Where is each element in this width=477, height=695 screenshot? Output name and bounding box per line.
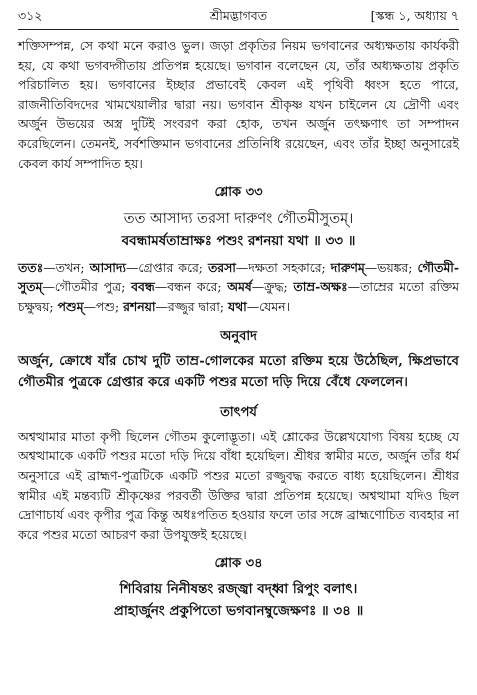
sloka-33-line-2: ববন্ধামর্ষতাম্রাক্ষঃ পশুং রশনয়া যথা ॥ ৩৩ ॥: [121, 232, 356, 249]
synonym-meaning: —পশু;: [83, 298, 124, 314]
header-divider: [18, 29, 459, 30]
section-reference: [স্কন্ধ ১, অধ্যায় ৭: [370, 8, 459, 23]
synonym-meaning: —যেমন।: [246, 298, 290, 314]
synonym-meaning: —দক্ষতা সহকারে;: [235, 259, 331, 275]
purport-text: অশ্বত্থামার মাতা কৃপী ছিলেন গৌতম কুলোদ্ভূতা। এই শ্লোকের উল্লেখযোগ্য বিষয় হচ্ছে যে অশ্বত্থামাকে একটি পশুর মতো দড়ি দিয়ে বাঁধা হয়েছিল। শ্রীধর স্বামীর মতে, অর্জুন তাঁর ধর্ম অনুসারে এই ব্রাহ্মণ-পুত্রটিকে একটি পশুর মতো রজ্জুবদ্ধ করতে বাধ্য হয়েছিলেন। শ্রীধর স্বামীর এই মন্তব্যটি শ্রীকৃষ্ণের পরবর্তী উক্তির দ্বারা প্রতিপন্ন হয়েছে। অশ্বত্থামা যদিও ছিল দ্রোণাচার্য এবং কৃপীর পুত্র কিন্তু অধঃপতিত হওয়ার ফলে তার সঙ্গে ব্রাহ্মণোচিত ব্যবহার না করে পশুর মতো আচরণ করা উপযুক্তই হয়েছে।: [18, 428, 459, 542]
synonym-word: গৌতমী-সুতম্: [18, 259, 459, 295]
page-content: [18, 36, 459, 622]
synonym-word: ততঃ: [18, 259, 44, 275]
page-number: ৩১২: [18, 8, 43, 23]
sloka-33-line-1: তত আসাদ্য তরসা দারুণং গৌতমীসুতম্‌।: [123, 210, 354, 227]
synonym-meaning: —বন্ধন করে;: [154, 279, 228, 295]
sloka-34-line-2: প্রাহার্জুনং প্রকুপিতো ভগবানম্বুজেক্ষণঃ ॥ ৩৪ ॥: [113, 602, 364, 619]
synonym-meaning: —তাম্রের মতো রক্তিম চক্ষুদ্বয়;: [18, 279, 460, 314]
sloka-34-line-1: শিবিরায় নিনীষন্তং রজ্জ্বা বদ্ধ্বা রিপুং বলাৎ।: [119, 580, 358, 597]
translation-heading: অনুবাদ: [220, 328, 257, 344]
synonym-meaning: —রজ্জুর দ্বারা;: [155, 298, 228, 314]
purport-heading: তাৎপর্য: [220, 405, 257, 421]
synonym-word: দারুণম্: [330, 259, 365, 275]
translation-text: অর্জুন, ক্রোধে যাঁর চোখ দুটি তাম্র-গোলকের মতো রক্তিম হয়ে উঠেছিল, ক্ষিপ্রভাবে গৌতমীর পুত্রকে গ্রেপ্তার করে একটি পশুর মতো দড়ি দিয়ে বেঁধে ফেললেন।: [18, 354, 459, 391]
sloka-33-heading: শ্লোক ৩৩: [214, 185, 263, 201]
synonym-meaning: —ভয়ঙ্কর;: [364, 259, 418, 275]
book-title: শ্রীমদ্ভাগবত: [209, 8, 268, 23]
synonym-word: ববন্ধ: [131, 279, 155, 295]
synonym-word: যথা: [227, 298, 247, 314]
synonym-word: পশুম্: [57, 298, 84, 314]
synonym-meaning: —গ্রেপ্তার করে;: [125, 259, 208, 275]
page-header: [18, 6, 459, 28]
intro-paragraph: শক্তিসম্পন্ন, সে কথা মনে করাও ভুল। জড়া প্রকৃতির নিয়ম ভগবানের অধ্যক্ষতায় কার্যকরী হয়, যে কথা ভগবদ্গীতায় প্রতিপন্ন হয়েছে। ভগবান বলেছেন যে, তাঁর অধ্যক্ষতায় প্রকৃতি পরিচালিত হয়। ভগবানের ইচ্ছার প্রভাবেই কেবল এই পৃথিবী ধ্বংস হতে পারে, রাজনীতিবিদদের খামখেয়ালীর দ্বারা নয়। ভগবান শ্রীকৃষ্ণ যখন চাইলেন যে দ্রৌণী এবং অর্জুন উভয়ের অস্ত্র দুটিই সংবরণ করা হোক, তখন অর্জুন তৎক্ষণাৎ তা সম্পাদন করেছিলেন। তেমনই, সর্বশক্তিমান ভগবানের প্রতিনিধি রয়েছেন, এবং তাঁর ইচ্ছা অনুসারেই কেবল কার্য সম্পাদিত হয়।: [18, 38, 459, 171]
sloka-34-heading: শ্লোক ৩৪: [214, 556, 263, 572]
synonym-meaning: —ক্রুদ্ধ;: [251, 279, 294, 295]
synonym-word: আসাদ্য: [89, 259, 126, 275]
synonym-word: অমর্ষ: [227, 279, 252, 295]
synonyms-block: [18, 258, 459, 317]
synonym-word: রশনয়া: [123, 298, 156, 314]
synonym-word: তরসা: [208, 259, 236, 275]
synonym-meaning: —গৌতমীর পুত্র;: [42, 279, 132, 295]
synonym-meaning: —তখন;: [43, 259, 90, 275]
synonym-word: তাম্র-অক্ষঃ: [293, 279, 348, 295]
